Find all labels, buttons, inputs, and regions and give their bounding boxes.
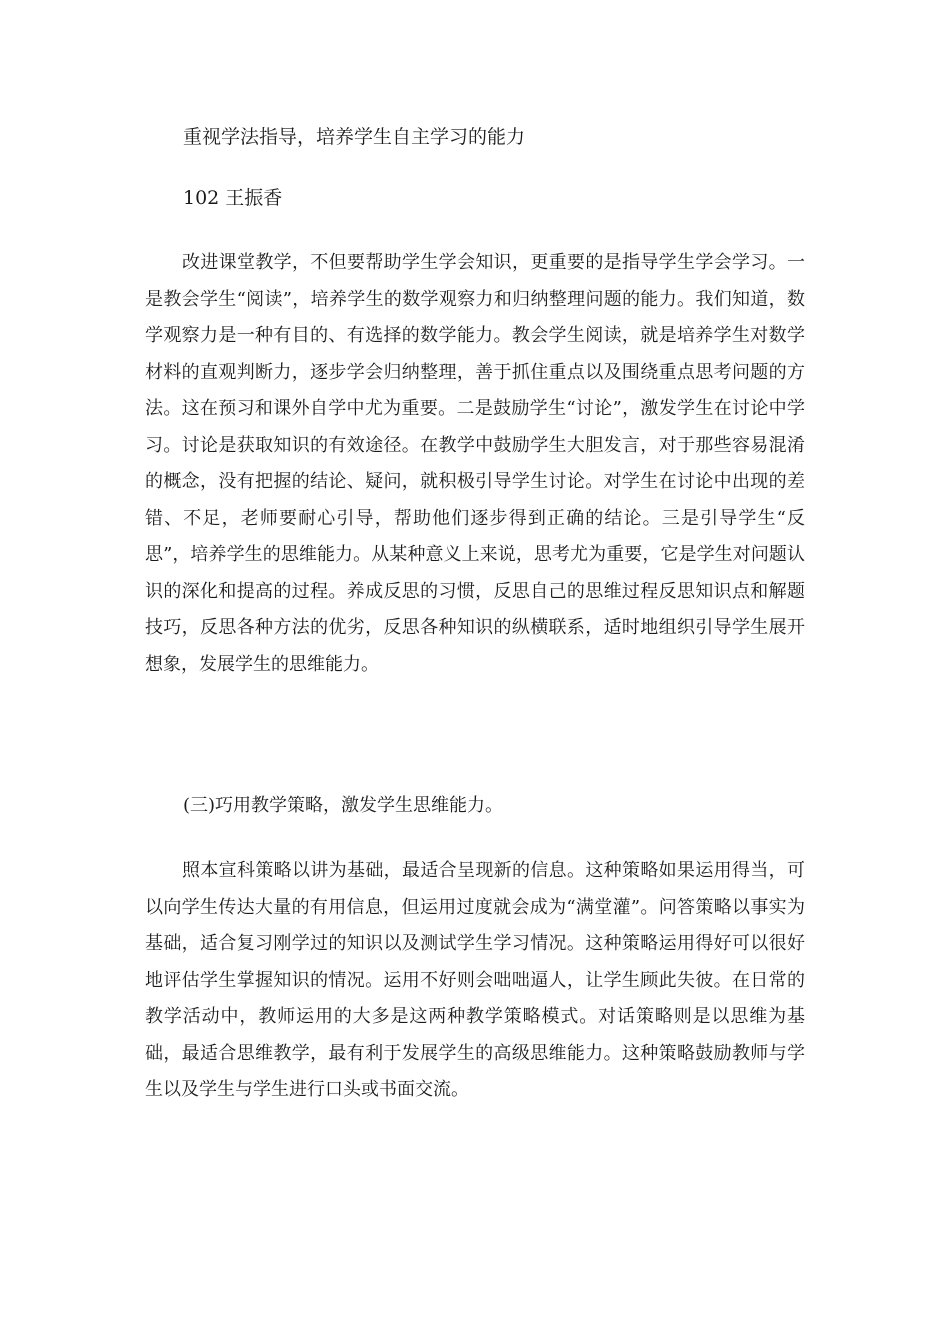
body-paragraph: 改进课堂教学，不但要帮助学生学会知识，更重要的是指导学生学会学习。一是教会学生“阅读”，培养学生的数学观察力和归纳整理问题的能力。我们知道，数学观察力是一种有目的、有选择的数学能力。教会学生阅读，就是培养学生对数学材料的直观判断力，逐步学会归纳整理，善于抓住重点以及围绕重点思考问题的方法。这在预习和课外自学中尤为重要。二是鼓励学生“讨论”，激发学生在讨论中学习。讨论是获取知识的有效途径。在教学中鼓励学生大胆发言，对于那些容易混淆的概念，没有把握的结论、疑问，就积极引导学生讨论。对学生在讨论中出现的差错、不足，老师要耐心引导，帮助他们逐步得到正确的结论。三是引导学生“反思”，培养学生的思维能力。从某种意义上来说，思考尤为重要，它是学生对问题认识的深化和提高的过程。养成反思的习惯，反思自己的思维过程反思知识点和解题技巧，反思各种方法的优劣，反思各种知识的纵横联系，适时地组织引导学生展开想象，发展学生的思维能力。	[145, 252, 805, 675]
document-title: 重视学法指导，培养学生自主学习的能力	[183, 126, 526, 148]
author-line: 102 王振香	[183, 187, 283, 209]
body-paragraph: 照本宣科策略以讲为基础，最适合呈现新的信息。这种策略如果运用得当，可以向学生传达大量的有用信息，但运用过度就会成为“满堂灌”。问答策略以事实为基础，适合复习刚学过的知识以及测试学生学习情况。这种策略运用得好可以很好地评估学生掌握知识的情况。运用不好则会咄咄逼人，让学生顾此失彼。在日常的教学活动中，教师运用的大多是这两种教学策略模式。对话策略则是以思维为基础，最适合思维教学，最有利于发展学生的高级思维能力。这种策略鼓励教师与学生以及学生与学生进行口头或书面交流。	[145, 860, 805, 1100]
section-heading: (三)巧用教学策略，激发学生思维能力。	[183, 795, 504, 816]
